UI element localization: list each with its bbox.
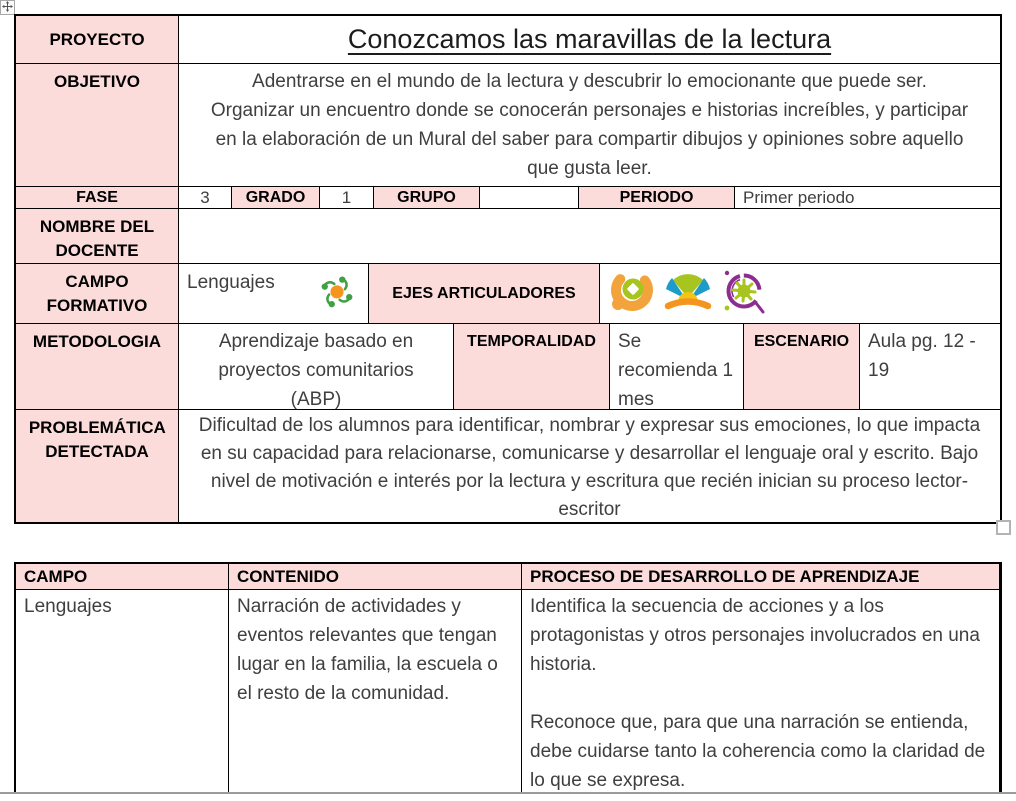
fase-label-cell[interactable] [16,187,179,208]
ejes-articuladores-label: EJES ARTICULADORES [392,284,576,302]
campo-value: Lenguajes [24,596,112,617]
table-resize-handle[interactable] [996,520,1011,535]
objetivo-text: Adentrarse en el mundo de la lectura y descubrir lo emocionante que puede ser. Organizar un encuentro donde se conocerán personajes e historias increíbles, y participar en la elaboración de un Mural del saber para compartir dibujos y opiniones sobre aquello que gusta leer. [210,71,969,179]
objetivo-label-cell[interactable] [16,64,179,186]
problematica-text: Dificultad de los alumnos para identificar, nombrar y expresar sus emociones, lo que impacta en su capacidad para relacionarse, comunicarse y desarrollar el lenguaje oral y escrito. Bajo nivel de motivación e interés por la lectura y escritura que recién inician su proceso lector-escritor [198,415,981,520]
docente-value-cell[interactable] [179,209,1000,263]
metodologia-value: Aprendizaje basado en proyectos comunitarios (ABP) [218,331,414,409]
metodologia-label-cell[interactable] [16,324,179,409]
proceso-cell[interactable] [522,590,1000,792]
row-problematica [16,410,1000,522]
header-contenido[interactable] [229,564,522,589]
project-title-cell[interactable] [179,16,1000,63]
row-metodologia [16,324,1000,410]
row-objetivo [16,64,1000,187]
campo-cell[interactable] [16,590,229,792]
escenario-value-cell[interactable] [860,324,1000,409]
row-campo-formativo [16,264,1000,324]
grado-value-cell[interactable] [320,187,374,208]
grupo-label: GRUPO [397,189,456,206]
metodologia-label: METODOLOGIA [32,332,162,351]
header-campo[interactable] [16,564,229,589]
campo-formativo-label: CAMPO FORMATIVO [46,272,148,315]
problematica-label-cell[interactable] [16,410,179,522]
orange-swirl-ring-icon[interactable] [606,265,658,322]
campo-formativo-value: Lenguajes [187,272,275,293]
objetivo-text-cell[interactable] [179,64,1000,186]
docente-label: NOMBRE DEL DOCENTE [39,217,155,260]
table-row [16,590,1000,792]
temporalidad-value: Se recomienda 1 mes [618,331,734,409]
fase-value-cell[interactable] [179,187,232,208]
header-proceso[interactable] [522,564,1000,589]
proyecto-label-cell[interactable] [16,16,179,63]
curriculum-table [14,562,1002,792]
proceso-paragraph-2: Reconoce que, para que una narración se entienda, debe cuidarse tanto la coherencia como la claridad de lo que se expresa. [530,712,986,791]
project-title: Conozcamos las maravillas de la lectura [347,24,832,54]
temporalidad-label: TEMPORALIDAD [467,333,596,350]
lenguajes-pinwheel-icon[interactable] [316,269,358,322]
campo-formativo-value-cell[interactable] [179,264,369,323]
curriculum-header-row [16,564,1000,590]
campo-formativo-label-cell[interactable] [16,264,179,323]
grado-label: GRADO [245,189,306,206]
ejes-articuladores-icons-cell[interactable] [600,264,1000,323]
project-info-table [14,14,1002,524]
periodo-value-cell[interactable] [735,187,1000,208]
header-contenido-label: CONTENIDO [237,566,339,586]
header-campo-label: CAMPO [24,566,88,586]
table-move-handle[interactable] [0,0,15,15]
grupo-label-cell[interactable] [374,187,480,208]
periodo-label: PERIODO [619,189,694,206]
header-proceso-label: PROCESO DE DESARROLLO DE APRENDIZAJE [530,566,920,586]
temporalidad-value-cell[interactable] [610,324,744,409]
temporalidad-label-cell[interactable] [454,324,610,409]
grado-value: 1 [341,188,352,207]
row-fase [16,187,1000,209]
fase-label: FASE [76,189,118,206]
row-docente [16,209,1000,264]
metodologia-value-cell[interactable] [179,324,454,409]
objetivo-label: OBJETIVO [54,72,140,91]
fan-open-book-icon[interactable] [662,265,714,322]
row-proyecto [16,16,1000,64]
periodo-value: Primer periodo [743,188,855,207]
contenido-text: Narración de actividades y eventos relevantes que tengan lugar en la familia, la escuela o el resto de la comunidad. [237,596,498,704]
proyecto-label: PROYECTO [49,29,145,49]
problematica-text-cell[interactable] [179,410,1000,522]
purple-ring-splat-icon[interactable] [718,265,770,322]
problematica-label: PROBLEMÁTICA DETECTADA [28,418,166,461]
ejes-articuladores-label-cell[interactable] [369,264,600,323]
docente-label-cell[interactable] [16,209,179,263]
fase-value: 3 [200,188,210,207]
escenario-label: ESCENARIO [753,333,850,350]
proceso-paragraph-1: Identifica la secuencia de acciones y a los protagonistas y otros personajes involucrados en una historia. [530,596,980,675]
grado-label-cell[interactable] [232,187,320,208]
four-way-arrow-icon [2,0,13,17]
escenario-label-cell[interactable] [744,324,860,409]
contenido-cell[interactable] [229,590,522,792]
periodo-label-cell[interactable] [579,187,735,208]
page-bottom-boundary [0,792,1016,794]
escenario-value: Aula pg. 12 - 19 [868,331,976,381]
grupo-value-cell[interactable] [480,187,579,208]
